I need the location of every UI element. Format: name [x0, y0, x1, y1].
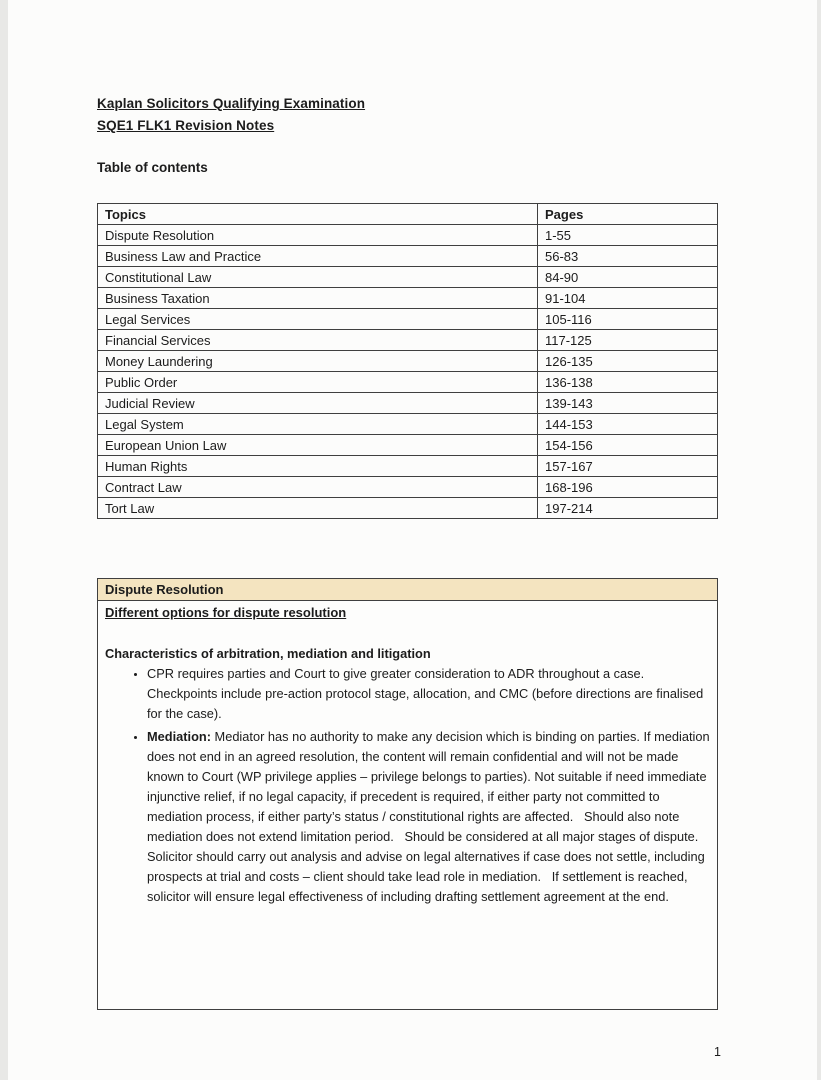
- toc-pages-cell: 154-156: [538, 435, 718, 456]
- toc-pages-cell: 126-135: [538, 351, 718, 372]
- toc-row: [98, 246, 718, 267]
- toc-row: [98, 456, 718, 477]
- toc-topic-cell: Constitutional Law: [98, 267, 538, 288]
- bullet-list: [98, 664, 717, 907]
- doc-title-line1: Kaplan Solicitors Qualifying Examination: [97, 96, 366, 111]
- toc-table: [97, 203, 718, 519]
- toc-row: [98, 309, 718, 330]
- toc-pages-cell: 136-138: [538, 372, 718, 393]
- toc-row: [98, 498, 718, 519]
- toc-topic-cell: European Union Law: [98, 435, 538, 456]
- toc-header-topics: Topics: [98, 204, 538, 225]
- toc-topic-cell: Financial Services: [98, 330, 538, 351]
- toc-topic-cell: Tort Law: [98, 498, 538, 519]
- toc-topic-cell: Legal System: [98, 414, 538, 435]
- toc-pages-cell: 144-153: [538, 414, 718, 435]
- section-characteristics-heading: Characteristics of arbitration, mediation and litigation: [105, 646, 431, 661]
- toc-row: [98, 225, 718, 246]
- toc-topic-cell: Contract Law: [98, 477, 538, 498]
- toc-topic-cell: Human Rights: [98, 456, 538, 477]
- toc-topic-cell: Dispute Resolution: [98, 225, 538, 246]
- toc-row: [98, 414, 718, 435]
- toc-row: [98, 435, 718, 456]
- bullet-item: • CPR requires parties and Court to give greater consideration to ADR throughout a case. Checkpoints include pre-action protocol stage, allocation, and CMC (before directions are finalised for the case).: [147, 664, 713, 724]
- toc-body: [98, 225, 718, 519]
- toc-row: [98, 267, 718, 288]
- toc-pages-cell: 117-125: [538, 330, 718, 351]
- section-subheading: Different options for dispute resolution: [105, 605, 347, 620]
- section-title-bar: Dispute Resolution: [98, 579, 717, 601]
- toc-pages-cell: 56-83: [538, 246, 718, 267]
- doc-title-line2: SQE1 FLK1 Revision Notes: [97, 118, 275, 133]
- toc-pages-cell: 157-167: [538, 456, 718, 477]
- toc-topic-cell: Public Order: [98, 372, 538, 393]
- toc-heading: Table of contents: [97, 160, 208, 175]
- toc-row: [98, 393, 718, 414]
- toc-pages-cell: 105-116: [538, 309, 718, 330]
- toc-row: [98, 372, 718, 393]
- bullet-item: • Mediation: Mediator has no authority to make any decision which is binding on parties. If mediation does not end in an agreed resolution, the content will remain confidential and will not be made known to Court (WP privilege applies – privilege belongs to parties). Not suitable if need immediate injunctive relief, if no legal capacity, if precedent is required, if either party not committed to mediation process, if either party’s status / constitutional rights are affected. Should also note mediation does not extend limitation period. Should be considered at all major stages of dispute. Solicitor should carry out analysis and advise on legal alternatives if case does not settle, including prospects at trial and costs – client should take lead role in mediation. If settlement is reached, solicitor will ensure legal effectiveness of including drafting settlement agreement at the end.: [147, 727, 713, 907]
- toc-row: [98, 351, 718, 372]
- toc-topic-cell: Business Law and Practice: [98, 246, 538, 267]
- toc-pages-cell: 84-90: [538, 267, 718, 288]
- page-number: 1: [714, 1045, 721, 1059]
- toc-pages-cell: 139-143: [538, 393, 718, 414]
- toc-pages-cell: 1-55: [538, 225, 718, 246]
- toc-topic-cell: Money Laundering: [98, 351, 538, 372]
- toc-row: [98, 288, 718, 309]
- toc-topic-cell: Judicial Review: [98, 393, 538, 414]
- bullet-lead: Mediation:: [147, 729, 211, 744]
- toc-header-pages: Pages: [538, 204, 718, 225]
- toc-row: [98, 330, 718, 351]
- document-page: [8, 0, 817, 1080]
- dispute-resolution-section: [97, 578, 718, 1010]
- toc-pages-cell: 168-196: [538, 477, 718, 498]
- toc-pages-cell: 91-104: [538, 288, 718, 309]
- toc-row: [98, 477, 718, 498]
- toc-pages-cell: 197-214: [538, 498, 718, 519]
- toc-topic-cell: Legal Services: [98, 309, 538, 330]
- toc-topic-cell: Business Taxation: [98, 288, 538, 309]
- toc-header-row: [98, 204, 718, 225]
